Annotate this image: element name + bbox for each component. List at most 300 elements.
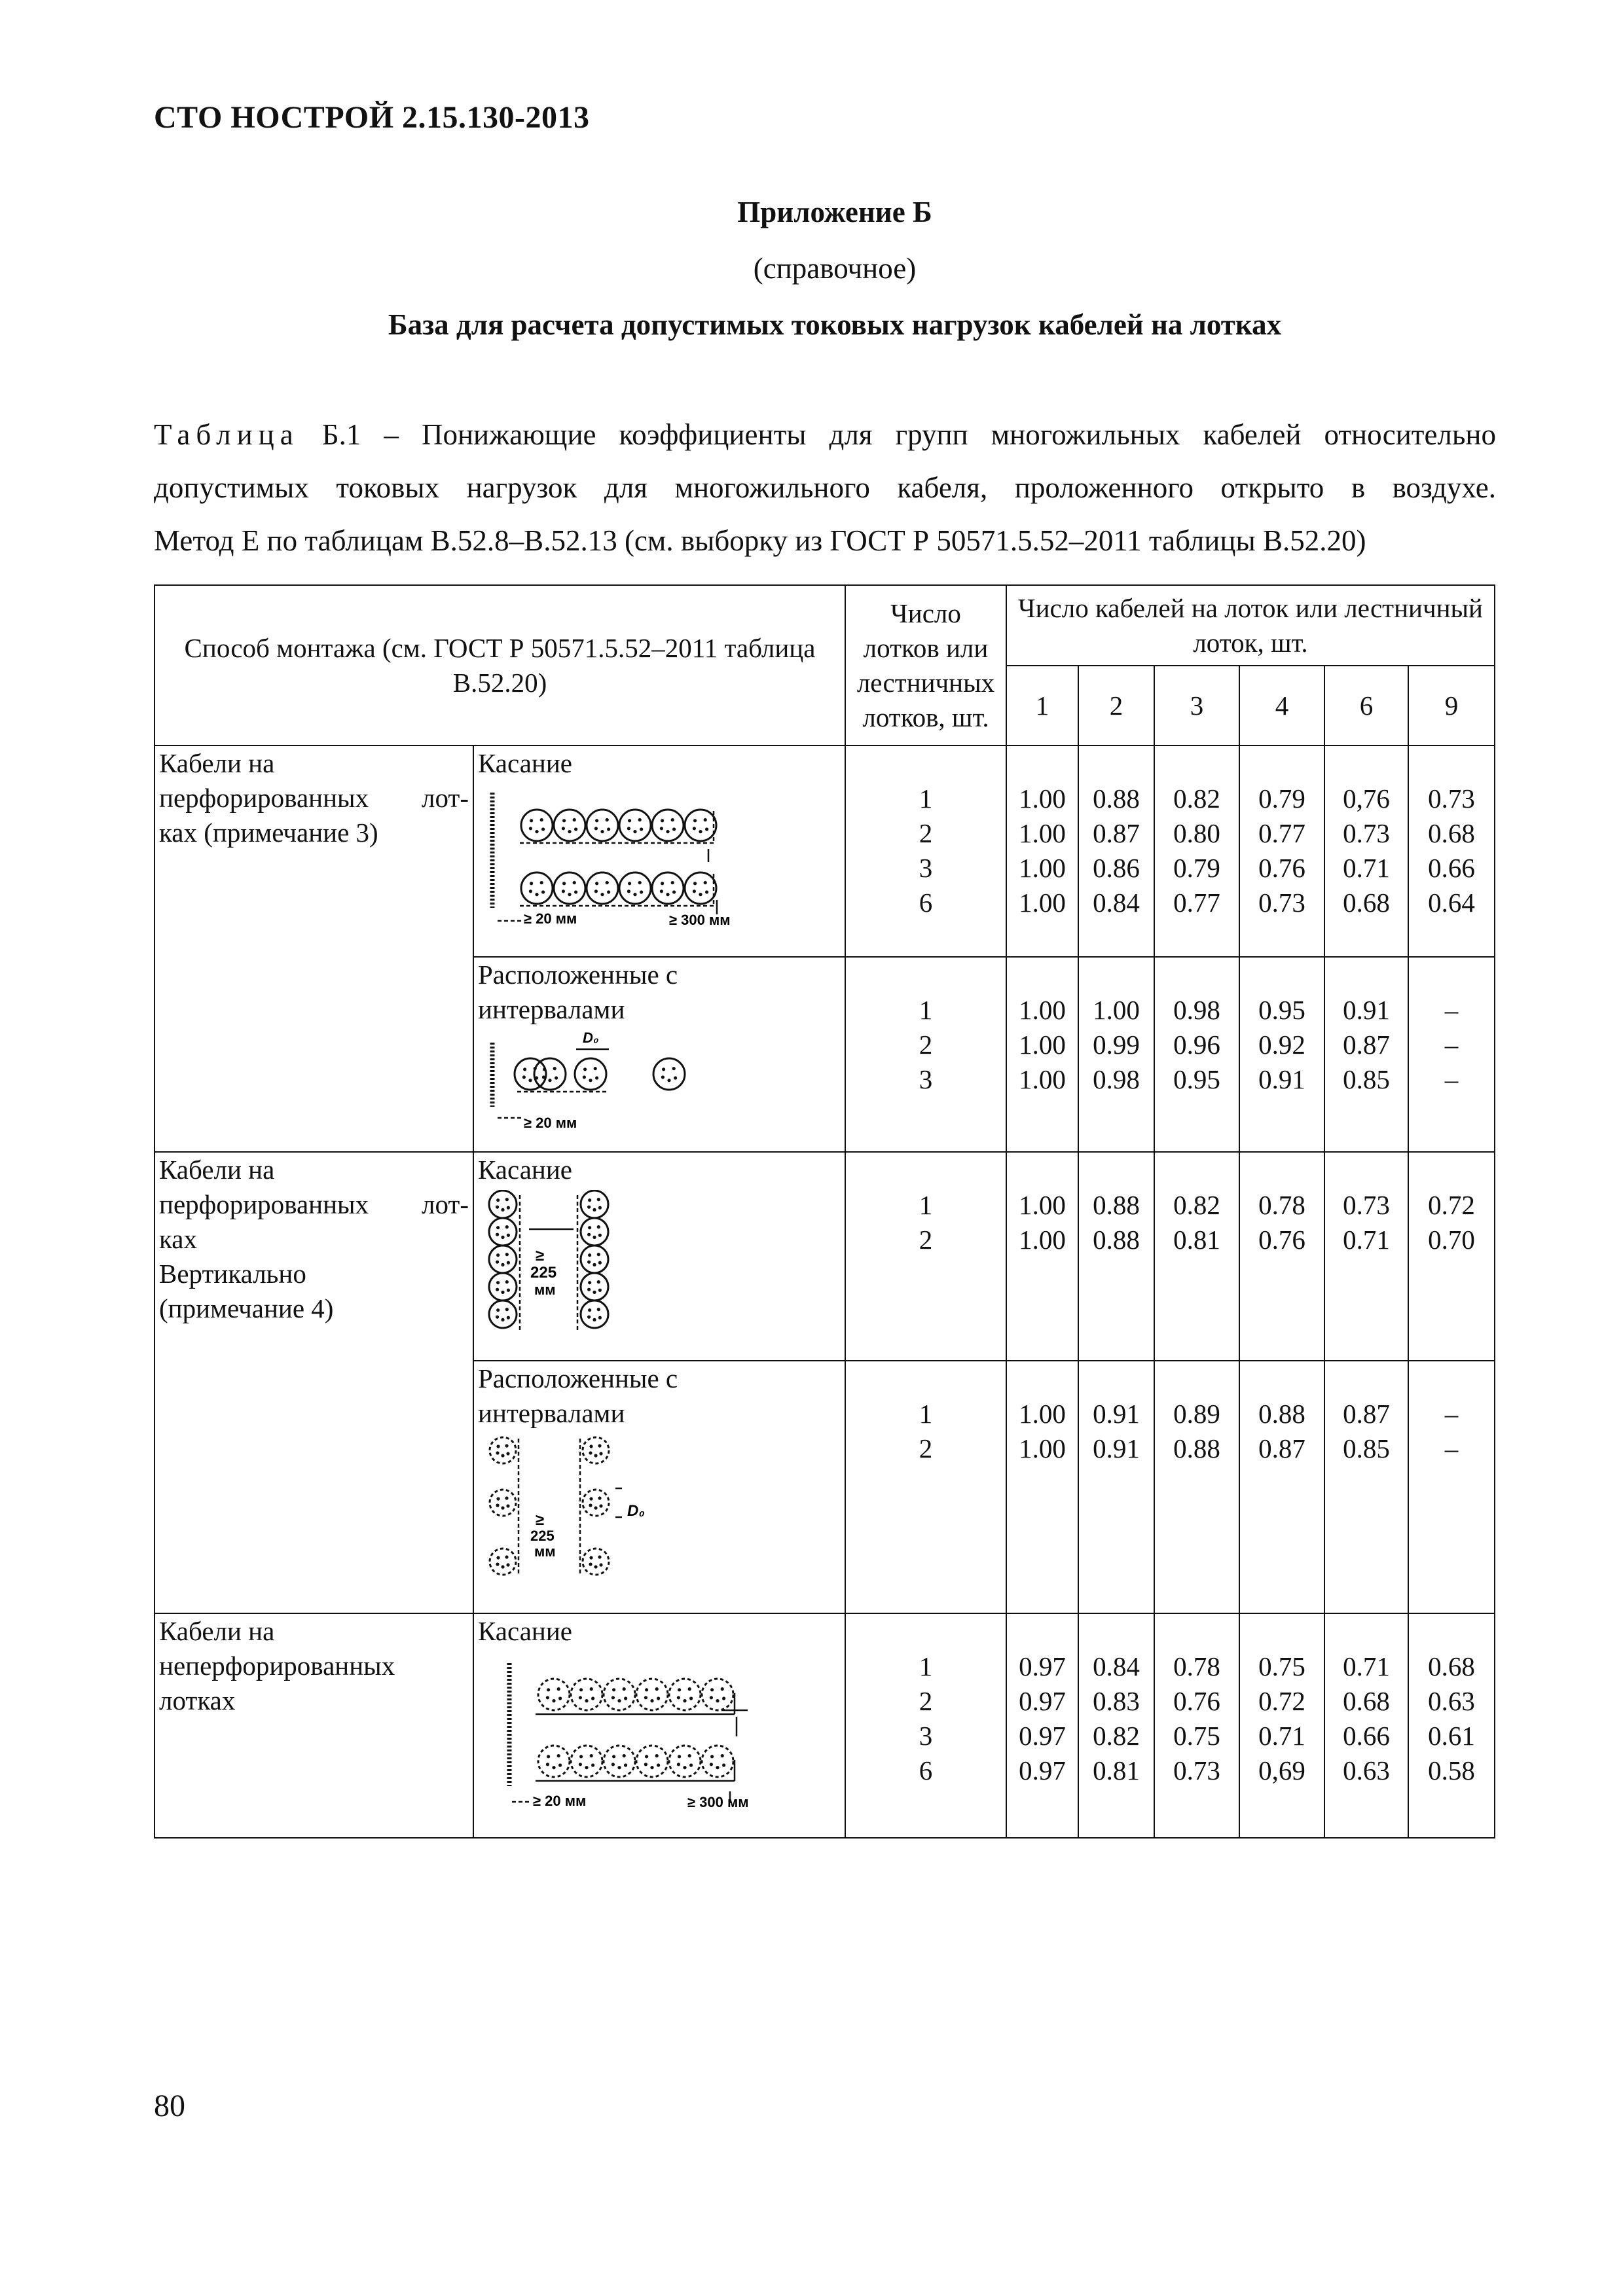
cable-core-dot xyxy=(543,1067,546,1071)
cable-core-dot xyxy=(496,1562,499,1566)
cable-core-dot xyxy=(530,819,533,822)
cable-core-dot xyxy=(627,889,630,893)
cable-count: 2 xyxy=(1078,666,1154,745)
cable-core-dot xyxy=(650,1699,653,1702)
cable-symbol xyxy=(583,1490,609,1516)
cable-core-dot xyxy=(721,1687,724,1691)
cable-symbol xyxy=(554,872,585,904)
coefficient-value: 1.00 xyxy=(1019,1433,1066,1463)
appendix-subtitle: (справочное) xyxy=(753,252,917,285)
cable-core-dot xyxy=(645,1755,648,1758)
cable-core-dot xyxy=(683,1766,686,1769)
coefficient-value: – xyxy=(1444,995,1459,1025)
cable-core-dot xyxy=(693,882,697,885)
coefficient-cell xyxy=(1078,1613,1154,1838)
coefficient-value: 0.63 xyxy=(1343,1755,1390,1785)
cable-core-dot xyxy=(535,893,538,896)
mode-label: Расположенные с интервалами xyxy=(478,1363,678,1428)
coefficient-value: 0.96 xyxy=(1173,1030,1220,1060)
coefficient-cell xyxy=(1408,1613,1495,1838)
coefficient-value: 0.85 xyxy=(1343,1433,1390,1463)
cable-core-dot xyxy=(542,1075,545,1079)
cable-symbol xyxy=(604,1746,635,1777)
coefficient-cell xyxy=(1154,1613,1239,1838)
cable-core-dot xyxy=(496,1308,500,1312)
cable-core-dot xyxy=(593,1236,596,1239)
cable-core-dot xyxy=(529,889,532,893)
cable-core-dot xyxy=(589,1451,592,1454)
coefficient-value: – xyxy=(1444,1064,1459,1094)
group-label-line: Кабели на xyxy=(159,748,275,778)
cable-core-dot xyxy=(585,1699,588,1702)
group-label-line: лотках xyxy=(159,1685,236,1715)
cable-core-dot xyxy=(589,1503,592,1507)
cable-core-dot xyxy=(496,1444,500,1448)
cable-core-dot xyxy=(501,1291,504,1294)
cable-core-dot xyxy=(547,1688,550,1691)
cable-core-dot xyxy=(688,1754,691,1757)
cable-core-dot xyxy=(547,1755,550,1758)
cable-core-dot xyxy=(568,830,571,833)
cable-core-dot xyxy=(722,1696,725,1700)
dimension-label: 225 xyxy=(530,1264,557,1282)
coefficient-cell xyxy=(1078,1361,1154,1613)
cable-core-dot xyxy=(666,830,669,833)
cable-core-dot xyxy=(594,1506,597,1509)
cable-core-dot xyxy=(627,827,630,830)
table-row xyxy=(155,745,1495,957)
installation-mode xyxy=(473,1152,845,1361)
coefficient-cell xyxy=(1006,1613,1078,1838)
coefficient-value: 0.76 xyxy=(1173,1686,1220,1716)
cable-core-dot xyxy=(624,1696,627,1700)
coefficient-value: 0.87 xyxy=(1343,1399,1390,1429)
cable-core-dot xyxy=(594,827,598,830)
cable-core-dot xyxy=(507,1289,510,1292)
cable-symbol xyxy=(702,1746,733,1777)
coefficient-value: 0.81 xyxy=(1093,1755,1140,1785)
cable-core-dot xyxy=(661,1075,665,1079)
cable-core-dot xyxy=(541,890,545,893)
coefficient-value: 0.78 xyxy=(1258,1190,1305,1220)
coefficient-value: 0.95 xyxy=(1258,995,1305,1025)
cable-core-dot xyxy=(505,1225,509,1229)
cable-core-dot xyxy=(574,827,577,831)
cable-core-dot xyxy=(501,1565,504,1568)
cable-core-dot xyxy=(661,819,664,822)
tray-count: 1 xyxy=(919,995,933,1025)
appendix-title: Приложение Б xyxy=(737,196,932,228)
cable-core-dot xyxy=(688,1687,691,1691)
cable-count: 6 xyxy=(1324,666,1408,745)
cable-core-dot xyxy=(600,893,604,896)
group-label-line: Кабели на xyxy=(159,1616,275,1646)
cable-symbol xyxy=(489,1191,517,1218)
coefficient-value: 0.71 xyxy=(1343,1651,1390,1681)
cable-core-dot xyxy=(583,1067,587,1071)
tray-count: 2 xyxy=(919,1433,933,1463)
coefficient-value: 0,76 xyxy=(1343,783,1390,814)
mode-label: Касание xyxy=(478,1616,572,1646)
cable-symbol xyxy=(521,810,553,841)
cable-symbol xyxy=(652,810,684,841)
group-label-line: неперфорированных xyxy=(159,1651,395,1681)
tray-count: 3 xyxy=(919,1721,933,1751)
cable-core-dot xyxy=(530,882,533,885)
cable-core-dot xyxy=(594,1454,597,1457)
cable-core-dot xyxy=(501,1454,504,1457)
cable-symbol xyxy=(538,1746,570,1777)
cable-symbol xyxy=(490,1437,516,1463)
cable-core-dot xyxy=(591,1696,594,1700)
cable-core-dot xyxy=(672,1067,676,1070)
dimension-label: ≥ 300 мм xyxy=(669,912,731,928)
cable-core-dot xyxy=(589,1444,593,1448)
cable-core-dot xyxy=(496,1288,499,1291)
cable-count: 1 xyxy=(1006,666,1078,745)
cable-group-label xyxy=(155,1152,473,1613)
cable-core-dot xyxy=(598,1261,602,1265)
table-row xyxy=(155,1152,1495,1361)
group-label-line: Кабели на xyxy=(159,1155,275,1185)
cable-core-dot xyxy=(505,1555,508,1558)
coefficient-value: 0.75 xyxy=(1258,1651,1305,1681)
cable-core-dot xyxy=(501,1236,504,1239)
cable-core-dot xyxy=(505,1308,509,1311)
coefficient-value: 0.91 xyxy=(1258,1064,1305,1094)
cable-core-dot xyxy=(507,1316,510,1319)
cable-core-dot xyxy=(562,819,566,822)
cable-core-dot xyxy=(506,1452,509,1455)
mode-label: Касание xyxy=(478,1155,572,1185)
cable-symbol xyxy=(669,1679,701,1710)
coefficient-value: 0.73 xyxy=(1343,818,1390,848)
cable-core-dot xyxy=(597,1253,600,1256)
coefficient-value: 0.88 xyxy=(1093,783,1140,814)
coefficient-value: 1.00 xyxy=(1019,1030,1066,1060)
cable-core-dot xyxy=(589,1556,593,1559)
cable-core-dot xyxy=(660,889,663,893)
cable-core-dot xyxy=(661,882,664,885)
coefficient-cell xyxy=(1239,1152,1324,1361)
coefficient-cell xyxy=(1408,1152,1495,1361)
cable-core-dot xyxy=(611,1763,615,1766)
coefficient-value: 0.73 xyxy=(1428,783,1475,814)
cable-core-dot xyxy=(496,1316,499,1319)
coefficient-value: 0.89 xyxy=(1173,1399,1220,1429)
cable-core-dot xyxy=(523,1067,526,1071)
coefficient-cell xyxy=(1408,957,1495,1152)
cable-core-dot xyxy=(594,1067,597,1070)
group-label-line: (примечание 4) xyxy=(159,1293,334,1323)
coefficient-value: 0.70 xyxy=(1428,1225,1475,1255)
cable-core-dot xyxy=(558,1696,562,1700)
coefficient-value: 0.87 xyxy=(1343,1030,1390,1060)
tray-count: 3 xyxy=(919,853,933,883)
cable-count: 3 xyxy=(1154,666,1239,745)
cable-core-dot xyxy=(710,1688,714,1691)
cable-core-dot xyxy=(505,1198,509,1201)
coefficient-cell xyxy=(1154,1152,1239,1361)
cable-core-dot xyxy=(588,1308,591,1312)
tray-count: 1 xyxy=(919,783,933,814)
coefficient-cell xyxy=(1078,745,1154,957)
dimension-label: D₀ xyxy=(627,1502,645,1520)
cable-core-dot xyxy=(589,1562,592,1566)
cable-core-dot xyxy=(579,1755,583,1758)
coefficient-value: 0.98 xyxy=(1093,1064,1140,1094)
coefficient-cell xyxy=(1239,957,1324,1152)
cable-core-dot xyxy=(617,1766,621,1769)
cable-core-dot xyxy=(496,1233,499,1236)
tray-count-cell xyxy=(845,1361,1006,1613)
dimension-label: 225 xyxy=(530,1528,555,1544)
cable-core-dot xyxy=(662,1067,665,1071)
cable-core-dot xyxy=(599,1563,602,1566)
coefficient-value: 0.88 xyxy=(1173,1433,1220,1463)
group-label-line: ках (примечание 3) xyxy=(159,817,378,848)
cable-core-dot xyxy=(705,890,708,893)
tray-count: 2 xyxy=(919,1030,933,1060)
cable-core-dot xyxy=(699,830,702,833)
cable-core-dot xyxy=(593,1208,596,1211)
cable-core-dot xyxy=(587,1261,591,1264)
tray-count: 2 xyxy=(919,1225,933,1255)
cable-core-dot xyxy=(496,1451,499,1454)
coefficient-value: 0.92 xyxy=(1258,1030,1305,1060)
cable-symbol xyxy=(685,810,716,841)
cable-core-dot xyxy=(588,1226,591,1229)
coefficient-value: 0.72 xyxy=(1428,1190,1475,1220)
header-cables: Число кабелей на лоток или лестничный лоток, шт. xyxy=(1006,585,1495,666)
cable-core-dot xyxy=(672,890,676,893)
cable-core-dot xyxy=(588,1281,591,1284)
table-row xyxy=(155,1613,1495,1838)
cable-core-dot xyxy=(599,1452,602,1455)
coefficient-value: 0.97 xyxy=(1019,1651,1066,1681)
coefficient-cell xyxy=(1154,745,1239,957)
coefficient-cell xyxy=(1154,957,1239,1152)
cable-core-dot xyxy=(573,881,576,884)
cable-core-dot xyxy=(678,1755,681,1758)
installation-mode xyxy=(473,745,845,957)
cable-core-dot xyxy=(496,1198,500,1202)
cable-core-dot xyxy=(595,1076,598,1079)
cable-core-dot xyxy=(501,1318,504,1321)
coefficient-value: 0.85 xyxy=(1343,1064,1390,1094)
coefficient-value: 0.79 xyxy=(1258,783,1305,814)
cable-core-dot xyxy=(623,1754,626,1757)
cable-core-dot xyxy=(593,1291,596,1294)
cable-core-dot xyxy=(579,1688,583,1691)
tray-count: 2 xyxy=(919,1686,933,1716)
dimension-label: D₀ xyxy=(583,1030,599,1046)
cable-core-dot xyxy=(496,1253,500,1257)
coefficient-value: 0.77 xyxy=(1258,818,1305,848)
coefficient-value: 0.81 xyxy=(1173,1225,1220,1255)
cable-symbol xyxy=(619,872,651,904)
coefficient-value: 0.75 xyxy=(1173,1721,1220,1751)
cable-core-dot xyxy=(591,1763,594,1767)
coefficient-cell xyxy=(1006,957,1078,1152)
coefficient-value: 0.87 xyxy=(1093,818,1140,848)
coefficient-value: 0.68 xyxy=(1343,888,1390,918)
cable-symbol xyxy=(490,1490,516,1516)
cable-core-dot xyxy=(507,1234,510,1237)
cable-core-dot xyxy=(555,1076,558,1079)
cable-core-dot xyxy=(496,1556,500,1559)
coefficient-value: 1.00 xyxy=(1019,1225,1066,1255)
coefficient-value: 0.95 xyxy=(1173,1064,1220,1094)
group-label-line: перфорированных лот- xyxy=(159,783,469,813)
cable-core-dot xyxy=(611,1696,615,1699)
cable-core-dot xyxy=(507,1261,510,1265)
header-method: Способ монтажа (см. ГОСТ Р 50571.5.52–2011 таблица В.52.20) xyxy=(155,585,845,745)
tray-count: 6 xyxy=(919,888,933,918)
cable-symbol xyxy=(619,810,651,841)
coefficient-value: 0.80 xyxy=(1173,818,1220,848)
cable-core-dot xyxy=(595,882,598,885)
coefficient-value: 0.84 xyxy=(1093,1651,1140,1681)
cable-core-dot xyxy=(585,1766,588,1769)
coefficient-value: 0.63 xyxy=(1428,1686,1475,1716)
group-label-line: Вертикально xyxy=(159,1259,306,1289)
coefficient-cell xyxy=(1078,1152,1154,1361)
cable-core-dot xyxy=(501,1506,504,1509)
cable-core-dot xyxy=(716,1766,719,1769)
cable-core-dot xyxy=(562,827,565,830)
coefficient-value: 1.00 xyxy=(1093,995,1140,1025)
cable-core-dot xyxy=(598,1206,602,1210)
cable-core-dot xyxy=(683,1699,686,1702)
coefficient-value: 0.77 xyxy=(1173,888,1220,918)
cable-core-dot xyxy=(505,1253,509,1256)
cable-symbol xyxy=(554,810,585,841)
dimension-label: ≥ 300 мм xyxy=(687,1794,749,1810)
cable-symbol xyxy=(583,1437,609,1463)
mode-label: Расположенные с интервалами xyxy=(478,960,678,1024)
mode-label: Касание xyxy=(478,748,572,778)
cable-symbol xyxy=(587,810,618,841)
cable-core-dot xyxy=(522,1075,526,1079)
installation-diagram xyxy=(478,1433,648,1585)
coefficient-value: 0.88 xyxy=(1093,1190,1140,1220)
coefficient-value: 0.61 xyxy=(1428,1721,1475,1751)
installation-mode xyxy=(473,1613,845,1838)
coefficient-cell xyxy=(1408,1361,1495,1613)
cable-core-dot xyxy=(645,1688,648,1691)
installation-mode xyxy=(473,957,845,1152)
coefficient-value: 1.00 xyxy=(1019,1064,1066,1094)
cable-core-dot xyxy=(529,827,532,830)
coefficient-value: 0.83 xyxy=(1093,1686,1140,1716)
cable-core-dot xyxy=(671,818,674,821)
cable-core-dot xyxy=(501,1263,504,1266)
cable-core-dot xyxy=(606,881,609,884)
coefficient-cell xyxy=(1006,745,1078,957)
tray-count-cell xyxy=(845,1152,1006,1361)
cable-core-dot xyxy=(594,889,598,893)
cable-core-dot xyxy=(710,1763,713,1766)
cable-core-dot xyxy=(506,1504,509,1507)
cable-core-dot xyxy=(589,1497,593,1500)
coefficient-value: 0.76 xyxy=(1258,853,1305,883)
cable-core-dot xyxy=(595,819,598,822)
coefficient-value: 1.00 xyxy=(1019,1399,1066,1429)
coefficient-value: – xyxy=(1444,1433,1459,1463)
dimension-label: ≥ xyxy=(536,1247,545,1265)
cable-core-dot xyxy=(722,1763,725,1767)
dimension-label: ≥ 20 мм xyxy=(533,1793,587,1809)
coefficient-value: 0.66 xyxy=(1428,853,1475,883)
caption-line-2: допустимых токовых нагрузок для многожильного кабеля, проложенного открыто в воздухе. xyxy=(154,471,1496,504)
cable-core-dot xyxy=(589,1079,592,1082)
cable-core-dot xyxy=(597,1280,600,1283)
cable-core-dot xyxy=(594,1565,597,1568)
cable-core-dot xyxy=(600,830,604,833)
cable-symbol xyxy=(581,1218,608,1246)
coefficient-value: 0.73 xyxy=(1173,1755,1220,1785)
coefficient-cell xyxy=(1239,1613,1324,1838)
tray-count-cell xyxy=(845,957,1006,1152)
cable-core-dot xyxy=(562,889,565,893)
cable-core-dot xyxy=(612,1755,615,1758)
cable-core-dot xyxy=(678,1688,681,1691)
cable-symbol xyxy=(581,1300,608,1328)
coefficient-value: 0.88 xyxy=(1093,1225,1140,1255)
cable-core-dot xyxy=(496,1281,500,1284)
cable-core-dot xyxy=(644,1696,647,1699)
cable-core-dot xyxy=(590,1754,593,1757)
cable-core-dot xyxy=(598,1316,602,1319)
installation-diagram xyxy=(478,1190,622,1342)
cable-core-dot xyxy=(672,827,676,831)
cable-core-dot xyxy=(693,889,696,893)
caption-line-3: Метод Е по таблицам В.52.8–В.52.13 (см. выборку из ГОСТ Р 50571.5.52–2011 таблицы В.52.20) xyxy=(154,524,1366,557)
coefficient-cell xyxy=(1239,1361,1324,1613)
cable-core-dot xyxy=(624,1763,627,1767)
cable-core-dot xyxy=(633,893,636,896)
cable-core-dot xyxy=(579,1763,582,1766)
coefficient-value: 1.00 xyxy=(1019,818,1066,848)
installation-diagram xyxy=(478,1030,714,1133)
coefficient-value: 0.97 xyxy=(1019,1755,1066,1785)
tray-count: 6 xyxy=(919,1755,933,1785)
cable-core-dot xyxy=(583,1075,586,1079)
cable-core-dot xyxy=(598,1444,601,1447)
cable-symbol xyxy=(575,1058,606,1090)
coefficient-value: 0.97 xyxy=(1019,1686,1066,1716)
coefficient-value: 0.84 xyxy=(1093,888,1140,918)
coefficient-value: 0.99 xyxy=(1093,1030,1140,1060)
cable-symbol xyxy=(571,1679,602,1710)
cable-core-dot xyxy=(716,1699,719,1702)
cable-core-dot xyxy=(587,1288,591,1291)
header-trays: Число лотков или лестничных лотков, шт. xyxy=(845,585,1006,745)
cable-core-dot xyxy=(505,1280,509,1283)
cable-core-dot xyxy=(587,1206,591,1209)
cable-core-dot xyxy=(588,1253,591,1257)
coefficient-cell xyxy=(1324,1613,1408,1838)
cable-core-dot xyxy=(638,818,642,821)
cable-core-dot xyxy=(633,830,636,833)
cable-group-label xyxy=(155,1613,473,1838)
cable-symbol xyxy=(581,1273,608,1300)
cable-core-dot xyxy=(638,881,642,884)
coefficient-value: 0.72 xyxy=(1258,1686,1305,1716)
cable-core-dot xyxy=(655,1754,659,1757)
cable-core-dot xyxy=(593,1318,596,1321)
